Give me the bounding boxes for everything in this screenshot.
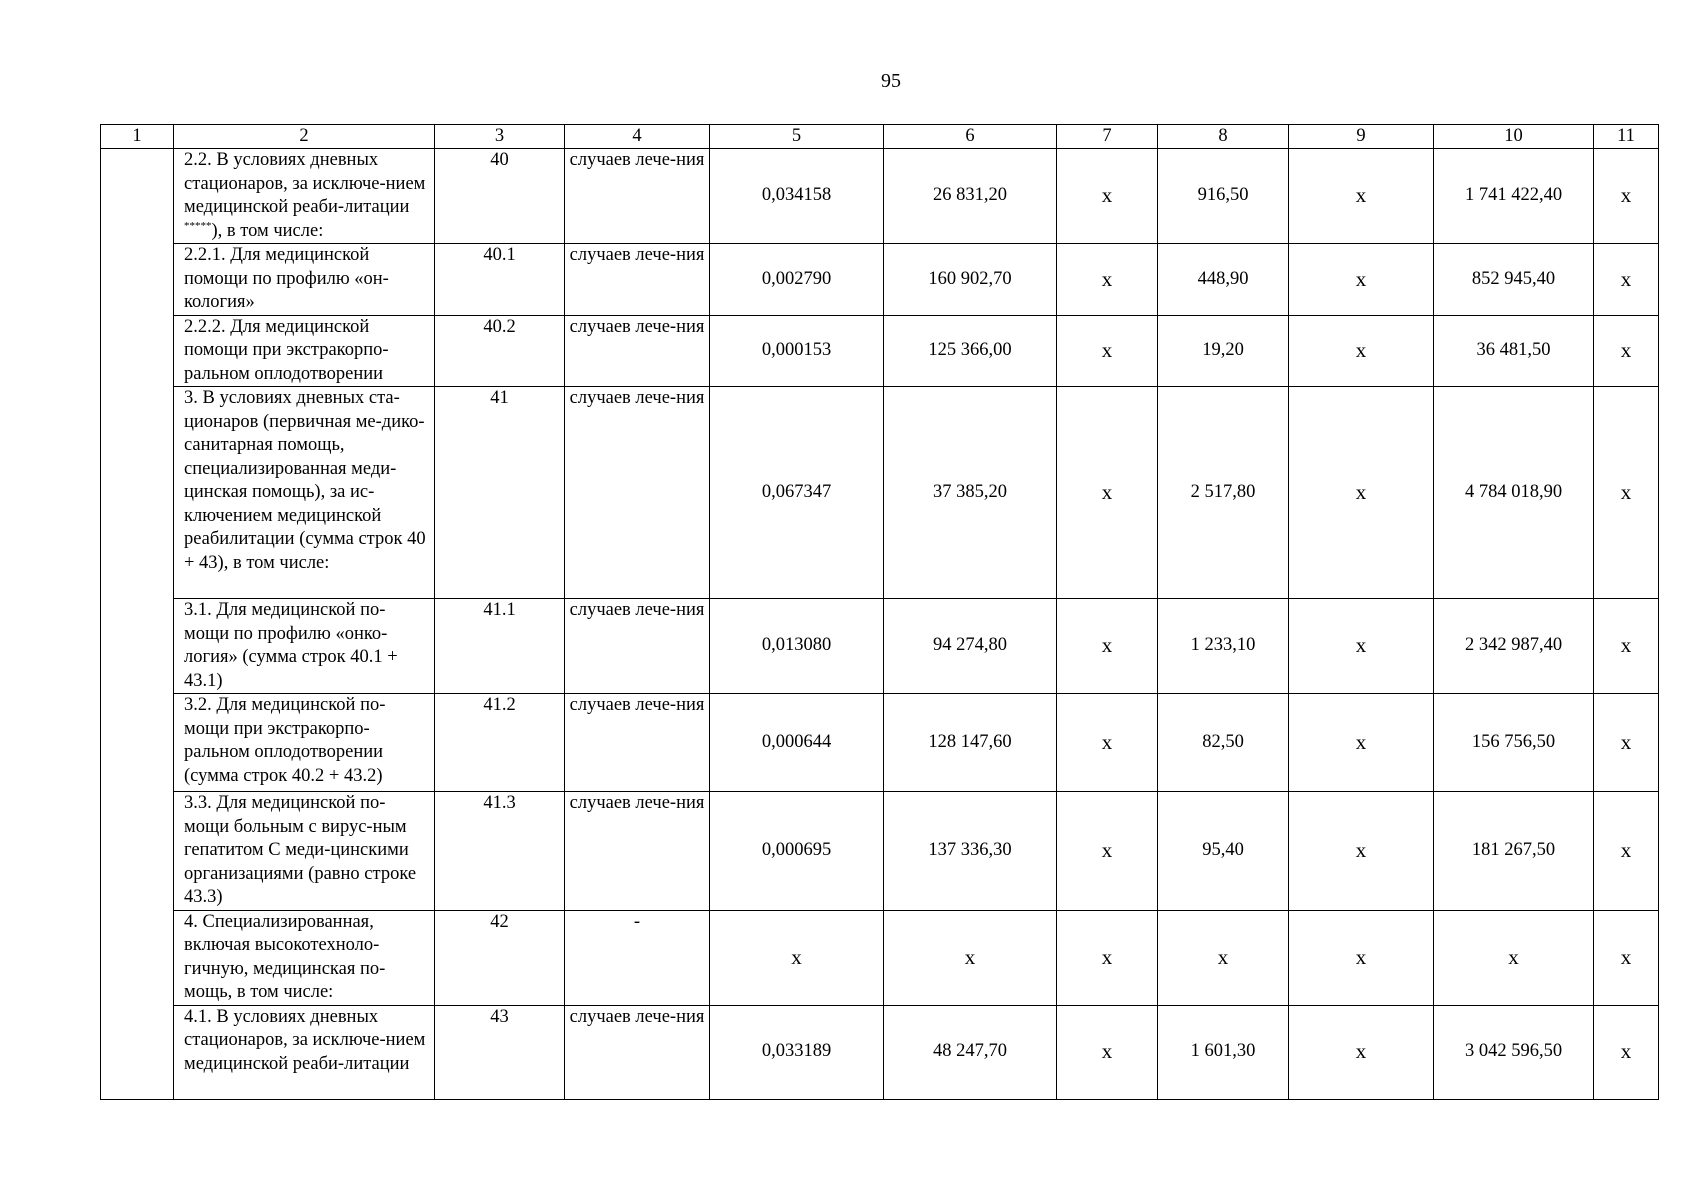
- row-code-cell: 40: [435, 149, 565, 244]
- value-cell: х: [1289, 792, 1434, 911]
- unit-cell: случаев лече-ния: [565, 1005, 710, 1099]
- header-cell: 3: [435, 125, 565, 149]
- value-cell: х: [1057, 244, 1158, 316]
- header-cell: 8: [1158, 125, 1289, 149]
- value-cell: 2 517,80: [1158, 387, 1289, 599]
- row-name-cell: 3. В условиях дневных ста-ционаров (первичная ме-дико-санитарная помощь, специализированная меди-цинская помощь), за ис-ключением медицинской реабилитации (сумма строк 40 + 43), в том числе:: [174, 387, 435, 599]
- header-cell: 2: [174, 125, 435, 149]
- value-cell: х: [1289, 1005, 1434, 1099]
- value-cell: 0,013080: [710, 599, 884, 694]
- value-cell: х: [1158, 910, 1289, 1005]
- value-cell: х: [1434, 910, 1594, 1005]
- value-cell: 1 741 422,40: [1434, 149, 1594, 244]
- unit-cell: случаев лече-ния: [565, 599, 710, 694]
- row-name-cell: 2.2.1. Для медицинской помощи по профилю «он-кология»: [174, 244, 435, 316]
- column-1-cell: [101, 149, 174, 1100]
- value-cell: х: [1594, 387, 1659, 599]
- unit-cell: случаев лече-ния: [565, 387, 710, 599]
- header-cell: 10: [1434, 125, 1594, 149]
- row-code-cell: 40.2: [435, 315, 565, 387]
- row-name-cell: 3.3. Для медицинской по-мощи больным с вирус-ным гепатитом С меди-цинскими организациями (равно строке 43.3): [174, 792, 435, 911]
- value-cell: 95,40: [1158, 792, 1289, 911]
- value-cell: х: [1057, 694, 1158, 792]
- value-cell: х: [1289, 244, 1434, 316]
- value-cell: 0,000153: [710, 315, 884, 387]
- value-cell: 19,20: [1158, 315, 1289, 387]
- value-cell: х: [1594, 599, 1659, 694]
- value-cell: 1 601,30: [1158, 1005, 1289, 1099]
- value-cell: х: [1057, 792, 1158, 911]
- page-number: 95: [881, 70, 901, 92]
- value-cell: х: [1594, 910, 1659, 1005]
- value-cell: 26 831,20: [884, 149, 1057, 244]
- value-cell: 1 233,10: [1158, 599, 1289, 694]
- table-row: [101, 244, 1659, 316]
- value-cell: х: [710, 910, 884, 1005]
- row-name-cell: 4. Специализированная, включая высокотехноло-гичную, медицинская по-мощь, в том числе:: [174, 910, 435, 1005]
- value-cell: 3 042 596,50: [1434, 1005, 1594, 1099]
- row-code-cell: 41.3: [435, 792, 565, 911]
- header-cell: 4: [565, 125, 710, 149]
- value-cell: х: [1594, 149, 1659, 244]
- value-cell: 448,90: [1158, 244, 1289, 316]
- value-cell: х: [1594, 694, 1659, 792]
- header-cell: 1: [101, 125, 174, 149]
- table-row: [101, 315, 1659, 387]
- value-cell: 125 366,00: [884, 315, 1057, 387]
- unit-cell: -: [565, 910, 710, 1005]
- row-code-cell: 41: [435, 387, 565, 599]
- table-row: [101, 910, 1659, 1005]
- value-cell: х: [884, 910, 1057, 1005]
- footnote-mark: *****: [184, 219, 212, 232]
- value-cell: 4 784 018,90: [1434, 387, 1594, 599]
- table-row: [101, 1005, 1659, 1099]
- table-row: [101, 387, 1659, 599]
- row-name-cell: 3.2. Для медицинской по-мощи при экстракорпо-ральном оплодотворении (сумма строк 40.2 + 43.2): [174, 694, 435, 792]
- header-row: [101, 125, 1659, 149]
- row-name-cell: 4.1. В условиях дневных стационаров, за исключе-нием медицинской реаби-литации: [174, 1005, 435, 1099]
- header-cell: 11: [1594, 125, 1659, 149]
- value-cell: 852 945,40: [1434, 244, 1594, 316]
- table-row: [101, 792, 1659, 911]
- data-table: [100, 124, 1659, 1100]
- row-code-cell: 40.1: [435, 244, 565, 316]
- value-cell: х: [1289, 315, 1434, 387]
- value-cell: 916,50: [1158, 149, 1289, 244]
- value-cell: х: [1057, 149, 1158, 244]
- value-cell: х: [1594, 315, 1659, 387]
- value-cell: х: [1289, 910, 1434, 1005]
- value-cell: 0,034158: [710, 149, 884, 244]
- unit-cell: случаев лече-ния: [565, 244, 710, 316]
- unit-cell: случаев лече-ния: [565, 149, 710, 244]
- header-cell: 5: [710, 125, 884, 149]
- value-cell: 128 147,60: [884, 694, 1057, 792]
- row-name-cell: 2.2.2. Для медицинской помощи при экстракорпо-ральном оплодотворении: [174, 315, 435, 387]
- value-cell: х: [1289, 694, 1434, 792]
- header-cell: 9: [1289, 125, 1434, 149]
- value-cell: х: [1289, 149, 1434, 244]
- value-cell: 94 274,80: [884, 599, 1057, 694]
- value-cell: 0,002790: [710, 244, 884, 316]
- header-cell: 6: [884, 125, 1057, 149]
- value-cell: х: [1057, 1005, 1158, 1099]
- row-name-cell: 3.1. Для медицинской по-мощи по профилю «онко-логия» (сумма строк 40.1 + 43.1): [174, 599, 435, 694]
- value-cell: х: [1289, 599, 1434, 694]
- value-cell: х: [1057, 387, 1158, 599]
- value-cell: 2 342 987,40: [1434, 599, 1594, 694]
- unit-cell: случаев лече-ния: [565, 315, 710, 387]
- value-cell: 137 336,30: [884, 792, 1057, 911]
- value-cell: 0,000644: [710, 694, 884, 792]
- value-cell: 48 247,70: [884, 1005, 1057, 1099]
- value-cell: 36 481,50: [1434, 315, 1594, 387]
- value-cell: 0,067347: [710, 387, 884, 599]
- table-row: [101, 599, 1659, 694]
- value-cell: х: [1289, 387, 1434, 599]
- value-cell: 0,000695: [710, 792, 884, 911]
- row-name-cell: [174, 149, 435, 244]
- value-cell: х: [1057, 910, 1158, 1005]
- value-cell: 0,033189: [710, 1005, 884, 1099]
- value-cell: х: [1057, 315, 1158, 387]
- table-row: [101, 149, 1659, 244]
- row-code-cell: 41.2: [435, 694, 565, 792]
- row-name-text: 2.2. В условиях дневных стационаров, за исключе-нием медицинской реаби-литации: [184, 150, 426, 217]
- row-name-suffix: ), в том числе:: [211, 220, 324, 241]
- value-cell: х: [1057, 599, 1158, 694]
- row-code-cell: 41.1: [435, 599, 565, 694]
- value-cell: 37 385,20: [884, 387, 1057, 599]
- value-cell: х: [1594, 1005, 1659, 1099]
- value-cell: х: [1594, 244, 1659, 316]
- header-cell: 7: [1057, 125, 1158, 149]
- table-row: [101, 694, 1659, 792]
- value-cell: 181 267,50: [1434, 792, 1594, 911]
- row-code-cell: 42: [435, 910, 565, 1005]
- row-code-cell: 43: [435, 1005, 565, 1099]
- unit-cell: случаев лече-ния: [565, 792, 710, 911]
- value-cell: 82,50: [1158, 694, 1289, 792]
- value-cell: х: [1594, 792, 1659, 911]
- unit-cell: случаев лече-ния: [565, 694, 710, 792]
- value-cell: 160 902,70: [884, 244, 1057, 316]
- value-cell: 156 756,50: [1434, 694, 1594, 792]
